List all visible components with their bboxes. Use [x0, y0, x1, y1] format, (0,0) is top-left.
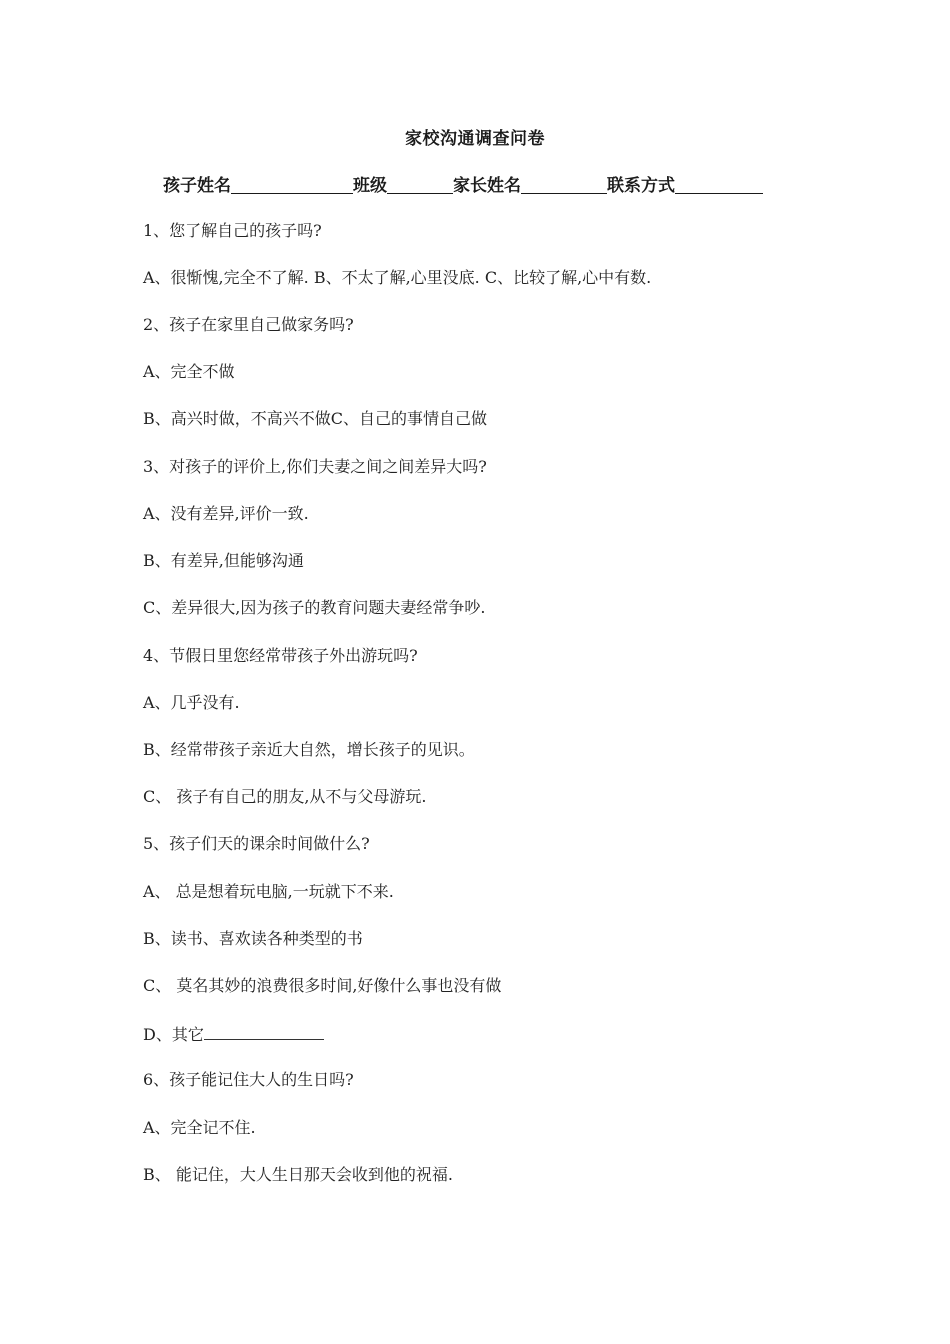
respondent-info-row [163, 171, 763, 196]
question-5-option-d-label: D、其它 [143, 1025, 204, 1044]
question-3-option-a: A、没有差异,评价一致. [143, 504, 309, 523]
question-5: 5、孩子们天的课余时间做什么? [143, 834, 370, 853]
question-6-option-b: B、 能记住，大人生日那天会收到他的祝福. [143, 1165, 453, 1184]
class-blank[interactable] [387, 175, 453, 194]
question-2-option-a: A、完全不做 [143, 362, 235, 381]
contact-label: 联系方式 [607, 176, 675, 196]
question-3-option-c: C、差异很大,因为孩子的教育问题夫妻经常争吵. [143, 598, 486, 617]
question-4-option-c: C、 孩子有自己的朋友,从不与父母游玩. [143, 787, 427, 806]
question-4-option-b: B、经常带孩子亲近大自然，增长孩子的见识。 [143, 740, 475, 759]
question-1: 1、您了解自己的孩子吗? [143, 221, 322, 240]
question-3: 3、对孩子的评价上,你们夫妻之间之间差异大吗? [143, 457, 487, 476]
class-label: 班级 [353, 176, 387, 196]
question-6: 6、孩子能记住大人的生日吗? [143, 1070, 354, 1089]
question-4-option-a: A、几乎没有. [143, 693, 240, 712]
contact-blank[interactable] [675, 175, 763, 194]
child-name-blank[interactable] [231, 175, 353, 194]
question-5-option-c: C、 莫名其妙的浪费很多时间,好像什么事也没有做 [143, 976, 502, 995]
question-1-options: A、很惭愧,完全不了解. B、不太了解,心里没底. C、比较了解,心中有数. [143, 268, 652, 287]
question-5-option-d [143, 1023, 324, 1045]
parent-name-label: 家长姓名 [453, 176, 521, 196]
question-5-option-a: A、 总是想着玩电脑,一玩就下不来. [143, 882, 394, 901]
question-4: 4、节假日里您经常带孩子外出游玩吗? [143, 646, 418, 665]
page-title: 家校沟通调查问卷 [405, 129, 545, 149]
question-2: 2、孩子在家里自己做家务吗? [143, 315, 354, 334]
question-2-option-bc: B、高兴时做，不高兴不做C、自己的事情自己做 [143, 409, 488, 428]
parent-name-blank[interactable] [521, 175, 607, 194]
question-6-option-a: A、完全记不住. [143, 1118, 256, 1137]
child-name-label: 孩子姓名 [163, 176, 231, 196]
question-3-option-b: B、有差异,但能够沟通 [143, 551, 304, 570]
question-5-option-b: B、读书、喜欢读各种类型的书 [143, 929, 363, 948]
other-answer-blank[interactable] [204, 1023, 324, 1040]
